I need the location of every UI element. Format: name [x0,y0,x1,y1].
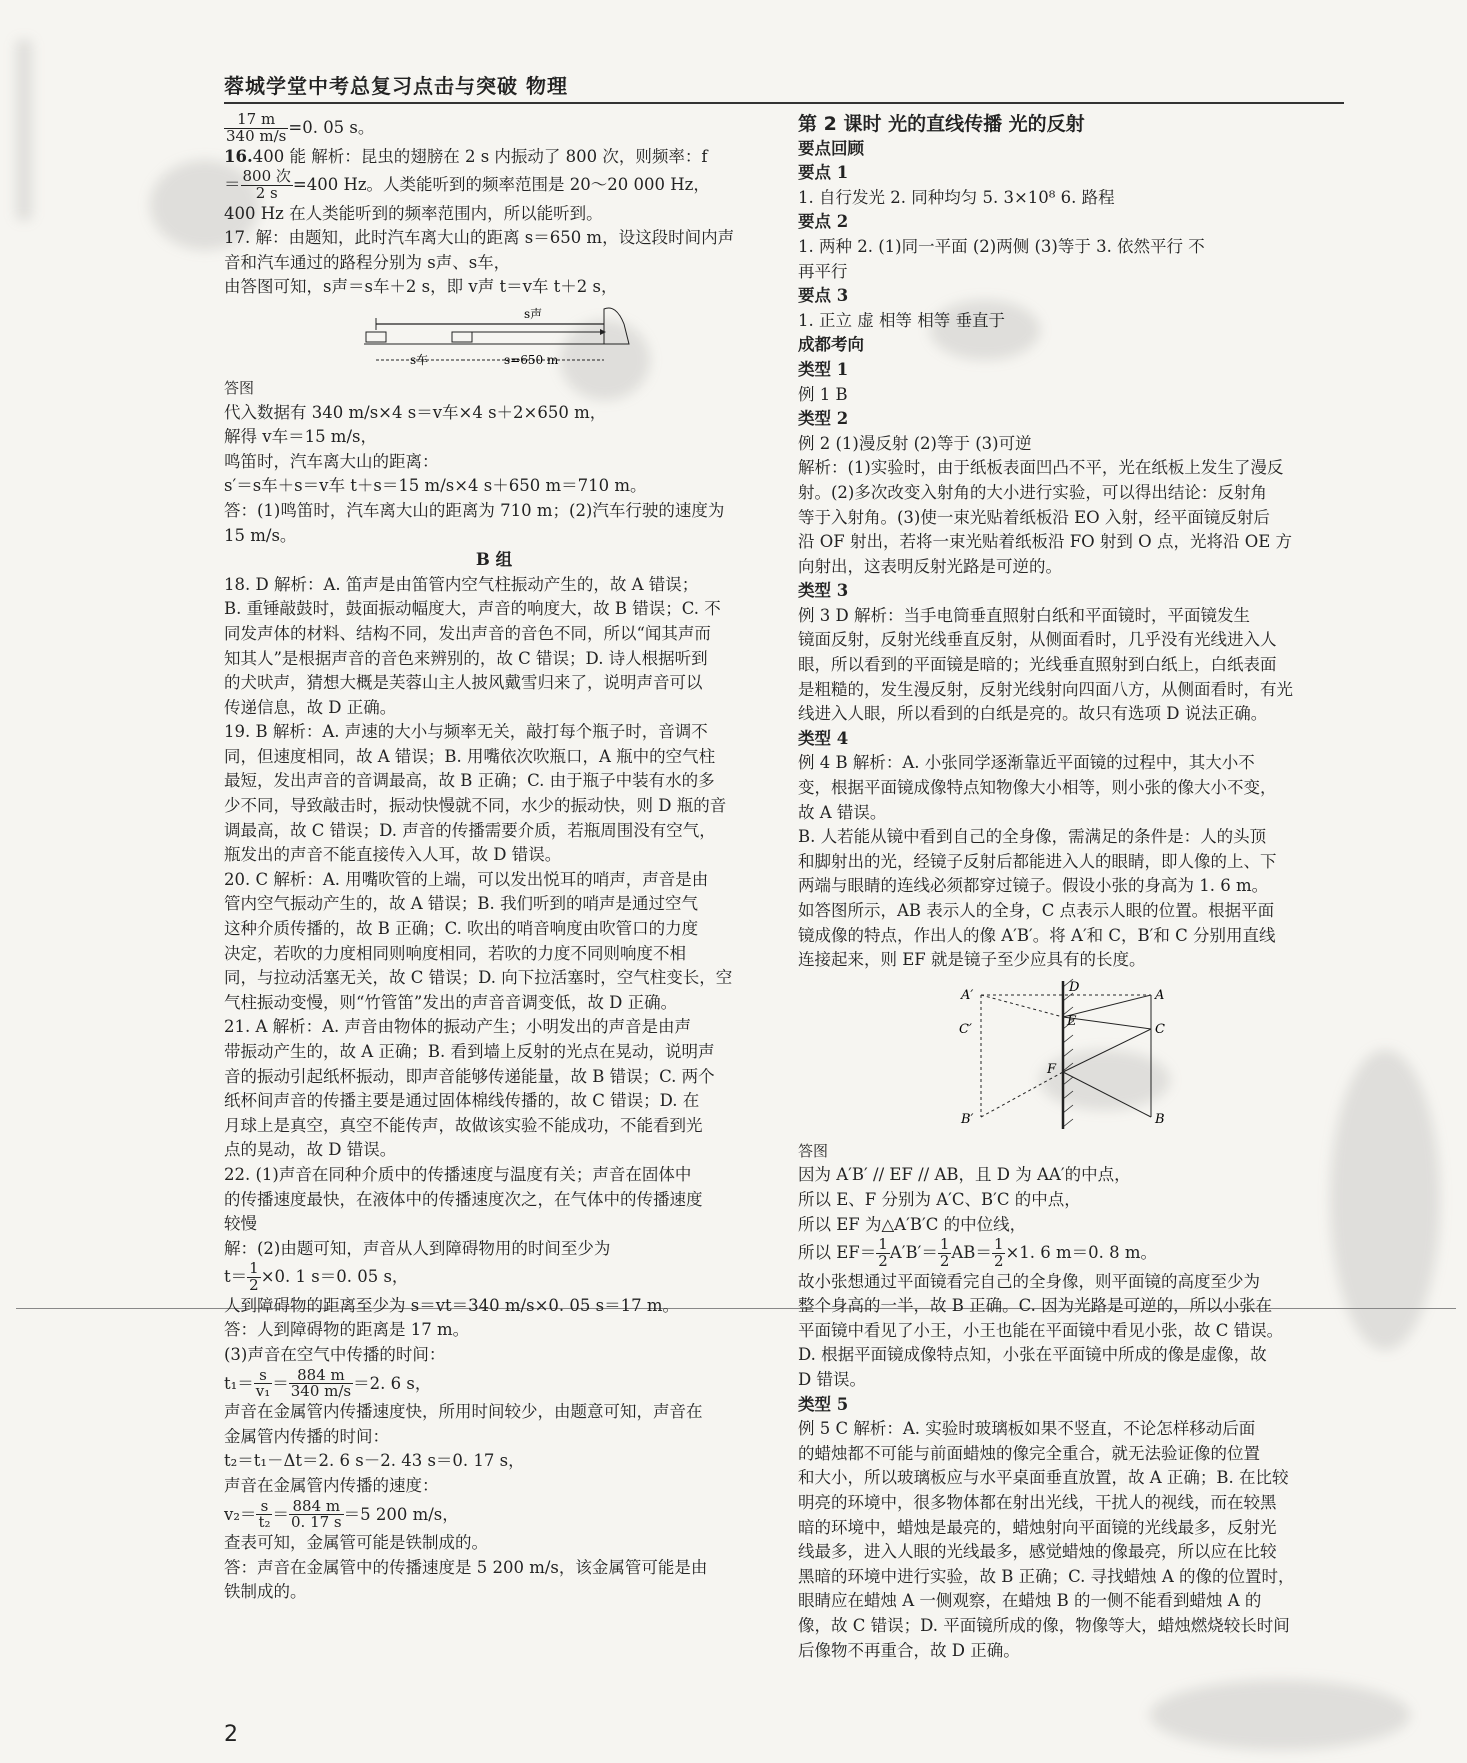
q20-line: 管内空气振动产生的，故 A 错误；B. 我们听到的哨声是通过空气 [224,894,699,914]
point-heading: 要点 2 [798,212,849,232]
q22-line: 答：人到障碍物的距离是 17 m。 [224,1320,470,1340]
fraction: $\frac{884 m}{340 m/s}$ [290,1365,352,1401]
q22-formula-t: t＝ $\frac{1}{2}$ ×0. 1 s＝0. 05 s， [224,1259,409,1295]
answer-line: 1. 两种 2. (1)同一平面 (2)两侧 (3)等于 3. 依然平行 不 [798,236,1205,256]
scan-smudge [1330,1050,1440,1350]
q16-line: ＝ $\frac{\text{800 次}}{2 s}$ =400 Hz。人类能听到的频率范围是 20～20 000 Hz， [224,167,710,202]
q17-line: 音和汽车通过的路程分别为 s声、s车， [224,252,511,272]
q17-line: 15 m/s。 [224,525,297,545]
example-line: 例 1 B [798,384,848,404]
example-line: 线进入人眼，所以看到的白纸是亮的。故只有选项 D 说法正确。 [798,704,1268,724]
q18-line: B. 重锤敲鼓时，鼓面振动幅度大，声音的响度大，故 B 错误；C. 不 [224,599,721,619]
type-heading: 类型 2 [798,409,849,429]
q21-line: 带振动产生的，故 A 正确；B. 看到墙上反射的光点在晃动，说明声 [224,1042,715,1061]
label-a-prime: A′ [961,987,974,1003]
example-line: B. 人若能从镜中看到自己的全身像，需满足的条件是：人的头顶 [798,827,1267,847]
type-heading: 类型 5 [798,1394,849,1414]
q21-line: 月球上是真空，真空不能传声，故做该实验不能成功，不能看到光 [224,1115,703,1135]
example-line: D 错误。 [798,1370,866,1390]
fraction: $\frac{1}{2}$ [939,1235,950,1270]
q21-line: 音的振动引起纸杯振动，即声音能够传递能量，故 B 错误；C. 两个 [224,1066,715,1086]
type-heading: 类型 1 [798,359,849,379]
q22-line: 查表可知，金属管可能是铁制成的。 [224,1533,488,1552]
label-a: A [1155,987,1165,1003]
example-line: 的蜡烛都不可能与前面蜡烛的像完全重合，就无法验证像的位置 [798,1443,1260,1463]
fraction: $\frac{1}{2}$ [249,1259,259,1295]
q22-line: 答：声音在金属管中的传播速度是 5 200 m/s，该金属管可能是由 [224,1557,708,1577]
example-line: 故 A 错误。 [798,802,887,822]
q16-line: 16.400 能 解析：昆虫的翅膀在 2 s 内振动了 800 次，则频率：f [224,146,708,166]
fraction: $\frac{s}{\text{t₂}}$ [258,1496,271,1532]
car-end [452,332,472,342]
q17-line: 由答图可知，s声＝s车＋2 s，即 v声 t＝v车 t＋2 s， [224,277,618,297]
example-line: 例 2 (1)漫反射 (2)等于 (3)可逆 [798,433,1032,453]
figure-caption: 答图 [798,1141,829,1160]
label-s-car: s车 [410,352,429,367]
example-line: D. 根据平面镜成像特点知，小张在平面镜中所成的像是虚像，故 [798,1345,1267,1365]
example-line: 后像物不再重合，故 D 正确。 [798,1640,1020,1660]
example-line: 因为 A′B′ // EF // AB，且 D 为 AA′的中点， [798,1165,1131,1185]
label-f: F [1047,1061,1057,1077]
fraction: $\frac{1}{2}$ [993,1235,1004,1270]
q22-line: t₂＝t₁－Δt＝2. 6 s－2. 43 s＝0. 17 s， [224,1451,525,1471]
figure-caption: 答图 [224,378,255,397]
example-line: 镜面反射，反射光线垂直反射，从侧面看时，几乎没有光线进入人 [798,630,1277,650]
label-s-650: s=650 m [504,352,559,367]
q20-line: 同，与拉动活塞无关，故 C 错误；D. 向下拉活塞时，空气柱变长，空 [224,968,733,988]
q22-line: 声音在金属管内传播的速度： [224,1475,439,1495]
example-line: 黑暗的环境中进行实验，故 B 正确；C. 寻找蜡烛 A 的像的位置时， [798,1566,1295,1586]
example-line: 例 4 B 解析：A. 小张同学逐渐靠近平面镜的过程中，其大小不 [798,753,1255,773]
q22-line: 人到障碍物的距离至少为 s＝vt＝340 m/s×0. 05 s＝17 m。 [224,1295,679,1315]
q19-line: 最短，发出声音的音调最高，故 B 正确；C. 由于瓶子中装有水的多 [224,771,715,791]
point-heading: 要点 3 [798,286,849,306]
q20-line: 决定，若吹的力度相同则响度相同，若吹的力度不同则响度不相 [224,943,686,963]
q21-line: 点的晃动，故 D 错误。 [224,1140,397,1160]
example-line: 是粗糙的，发生漫反射，反射光线射向四面八方，从侧面看时，有光 [798,679,1293,699]
q22-formula-t1: t₁＝ $\frac{s}{\text{v₁}}$ ＝ $\frac{884 m}{340 m/s}$ ＝2. 6 s， [224,1365,432,1401]
point-heading: 要点 1 [798,163,849,183]
section-heading: 要点回顾 [798,138,864,158]
answer-line: 1. 正立 虚 相等 相等 垂直于 [798,310,1005,330]
q20-line: 气柱振动变慢，则“竹管笛”发出的声音音调变低，故 D 正确。 [224,992,678,1012]
example-line: 故小张想通过平面镜看完自己的全身像，则平面镜的高度至少为 [798,1271,1260,1291]
type-heading: 类型 3 [798,581,849,601]
label-c: C [1155,1021,1165,1037]
example-line: 变，根据平面镜成像特点知物像大小相等，则小张的像大小不变， [798,778,1277,798]
example-line: 所以 EF 为△A′B′C 的中位线， [798,1214,1027,1234]
label-c-prime: C′ [959,1021,972,1037]
example-line: 镜成像的特点，作出人的像 A′B′。将 A′和 C，B′和 C 分别用直线 [798,925,1276,945]
q20-line: 20. C 解析：A. 用嘴吹管的上端，可以发出悦耳的哨声，声音是由 [224,869,709,889]
label-b: B [1155,1111,1165,1127]
q22-line: 解：(2)由题可知，声音从人到障碍物用的时间至少为 [224,1238,611,1258]
answer-line: 1. 自行发光 2. 同种均匀 5. 3×10⁸ 6. 路程 [798,187,1115,207]
example-line: 线最多，进入人眼的光线最多，感觉蜡烛的像最亮，所以应在比较 [798,1542,1277,1562]
example-line: 如答图所示，AB 表示人的全身，C 点表示人眼的位置。根据平面 [798,901,1275,920]
example-line: 沿 OF 射出，若将一束光贴着纸板沿 FO 射到 O 点，光将沿 OE 方 [798,532,1293,552]
example-line: 整个身高的一半，故 B 正确。C. 因为光路是可逆的，所以小张在 [798,1296,1273,1316]
example-line: 所以 E、F 分别为 A′C、B′C 的中点， [798,1189,1081,1209]
q18-line: 18. D 解析：A. 笛声是由笛管内空气柱振动产生的，故 A 错误； [224,574,699,594]
q18-line: 同发声体的材料、结构不同，发出声音的音色不同，所以“闻其声而 [224,623,711,643]
example-line: 连接起来，则 EF 就是镜子至少应具有的长度。 [798,950,1146,970]
q22-line: 的传播速度最快，在液体中的传播速度次之，在气体中的传播速度 [224,1189,703,1209]
q20-line: 这种介质传播的，故 B 正确；C. 吹出的哨音响度由吹管口的力度 [224,919,699,939]
example-line: 平面镜中看见了小王，小王也能在平面镜中看见小张，故 C 错误。 [798,1320,1284,1340]
q22-line: (3)声音在空气中传播的时间： [224,1345,446,1365]
q22-line: 金属管内传播的时间： [224,1426,389,1446]
q17-line: 代入数据有 340 m/s×4 s＝v车×4 s＋2×650 m， [224,402,607,422]
page-number: 2 [224,1722,238,1747]
group-b-heading: B 组 [475,550,513,570]
example-line: 明亮的环境中，很多物体都在射出光线，干扰人的视线，而在较黑 [798,1493,1277,1512]
section-heading: 成都考向 [798,335,864,355]
page-header [224,66,1344,104]
q17-line: 17. 解：由题知，此时汽车离大山的距离 s＝650 m，设这段时间内声 [224,228,735,248]
example-line: 暗的环境中，蜡烛是最亮的，蜡烛射向平面镜的光线最多，反射光 [798,1517,1277,1537]
q22-line: 22. (1)声音在同种介质中的传播速度与温度有关；声音在固体中 [224,1164,692,1184]
label-d: D [1069,979,1080,995]
q18-line: 传递信息，故 D 正确。 [224,697,397,717]
q16-line: 400 Hz 在人类能听到的频率范围内，所以能听到。 [224,203,603,223]
label-s-sound: s声 [524,306,543,321]
scan-smudge [16,40,32,220]
q17-line: s′＝s车＋s＝v车 t＋s＝15 m/s×4 s＋650 m＝710 m。 [224,476,647,496]
fraction: $\frac{\text{800 次}}{2 s}$ [242,167,291,202]
type-heading: 类型 4 [798,728,849,748]
example-line: 解析：(1)实验时，由于纸板表面凹凸不平，光在纸板上发生了漫反 [798,458,1284,478]
q22-formula-v2: v₂＝ $\frac{s}{\text{t₂}}$ ＝ $\frac{884 m}{0. 17 s}$ ＝5 200 m/s， [224,1496,459,1532]
q19-line: 同，但速度相同，故 A 错误；B. 用嘴依次吹瓶口，A 瓶中的空气柱 [224,746,716,766]
answer-line: 再平行 [798,261,848,281]
example-line: 等于入射角。(3)使一束光贴着纸板沿 EO 入射，经平面镜反射后 [798,507,1270,527]
scan-smudge [1150,1680,1410,1750]
lesson-title: 第 2 课时 光的直线传播 光的反射 [798,113,1085,135]
q18-line: 的犬吠声，猜想大概是芙蓉山主人披风戴雪归来了，说明声音可以 [224,673,703,693]
example-line: 和大小，所以玻璃板应与水平桌面垂直放置，故 A 正确；B. 在比较 [798,1468,1289,1488]
example-line: 向射出，这表明反射光路是可逆的。 [798,556,1062,576]
plane-mirror-diagram [951,977,1191,1137]
q21-line: 纸杯间声音的传播主要是通过固体棉线传播的，故 C 错误；D. 在 [224,1091,700,1111]
q19-line: 瓶发出的声音不能直接传入人耳，故 D 错误。 [224,845,562,865]
example-line: 和脚射出的光，经镜子反射后都能进入人的眼睛，即人像的上、下 [798,851,1277,871]
q17-line: 解得 v车＝15 m/s， [224,427,377,447]
q19-line: 少不同，导致敲击时，振动快慢就不同，水少的振动快，则 D 瓶的音 [224,796,727,816]
ef-formula: 所以 EF＝ $\frac{1}{2}$ A′B′＝ $\frac{1}{2}$ AB＝ $\frac{1}{2}$ ×1. 6 m＝0. 8 m。 [798,1235,1158,1270]
q17-line: 答：(1)鸣笛时，汽车离大山的距离为 710 m；(2)汽车行驶的速度为 [224,500,725,520]
example-line: 眼睛应在蜡烛 A 一侧观察，在蜡烛 B 的一侧不能看到蜡烛 A 的 [798,1591,1262,1611]
right-column [798,112,1344,1663]
q19-line: 19. B 解析：A. 声速的大小与频率无关，敲打每个瓶子时，音调不 [224,722,708,742]
fraction: $\frac{1}{2}$ [878,1235,888,1270]
example-line: 眼，所以看到的平面镜是暗的；光线垂直照射到白纸上，白纸表面 [798,655,1277,675]
label-e: E [1067,1013,1077,1029]
q21-line: 21. A 解析：A. 声音由物体的振动产生；小明发出的声音是由声 [224,1017,692,1037]
fraction: $\frac{s}{\text{v₁}}$ [255,1365,271,1401]
example-line: 像，故 C 错误；D. 平面镜所成的像，物像等大，蜡烛燃烧较长时间 [798,1615,1290,1635]
label-b-prime: B′ [961,1111,974,1127]
left-column [224,112,764,1605]
example-line: 例 5 C 解析：A. 实验时玻璃板如果不竖直，不论怎样移动后面 [798,1419,1256,1439]
q18-line: 知其人”是根据声音的音色来辨别的，故 C 错误；D. 诗人根据听到 [224,648,708,668]
q22-line: 铁制成的。 [224,1582,307,1602]
example-line: 两端与眼睛的连线必须都穿过镜子。假设小张的身高为 1. 6 m。 [798,876,1269,896]
example-line: 射。(2)多次改变入射角的大小进行实验，可以得出结论：反射角 [798,482,1267,502]
q19-line: 调最高，故 C 错误；D. 声音的传播需要介质，若瓶周围没有空气， [224,820,716,840]
header-title: 蓉城学堂中考总复习点击与突破 物理 [224,74,568,98]
q22-line: 较慢 [224,1214,257,1234]
car-mountain-diagram [354,304,634,374]
fraction: $\frac{17 m}{340 m/s}$ [226,110,287,145]
fraction: $\frac{884 m}{0. 17 s}$ [290,1496,342,1532]
car-start [366,332,386,342]
q22-line: 声音在金属管内传播速度快，所用时间较少，由题意可知，声音在 [224,1402,703,1422]
example-line: 例 3 D 解析：当手电筒垂直照射白纸和平面镜时，平面镜发生 [798,605,1250,625]
q17-line: 鸣笛时，汽车离大山的距离： [224,451,439,471]
line-frac: $\frac{17 m}{340 m/s}$ =0. 05 s。 [226,110,375,145]
